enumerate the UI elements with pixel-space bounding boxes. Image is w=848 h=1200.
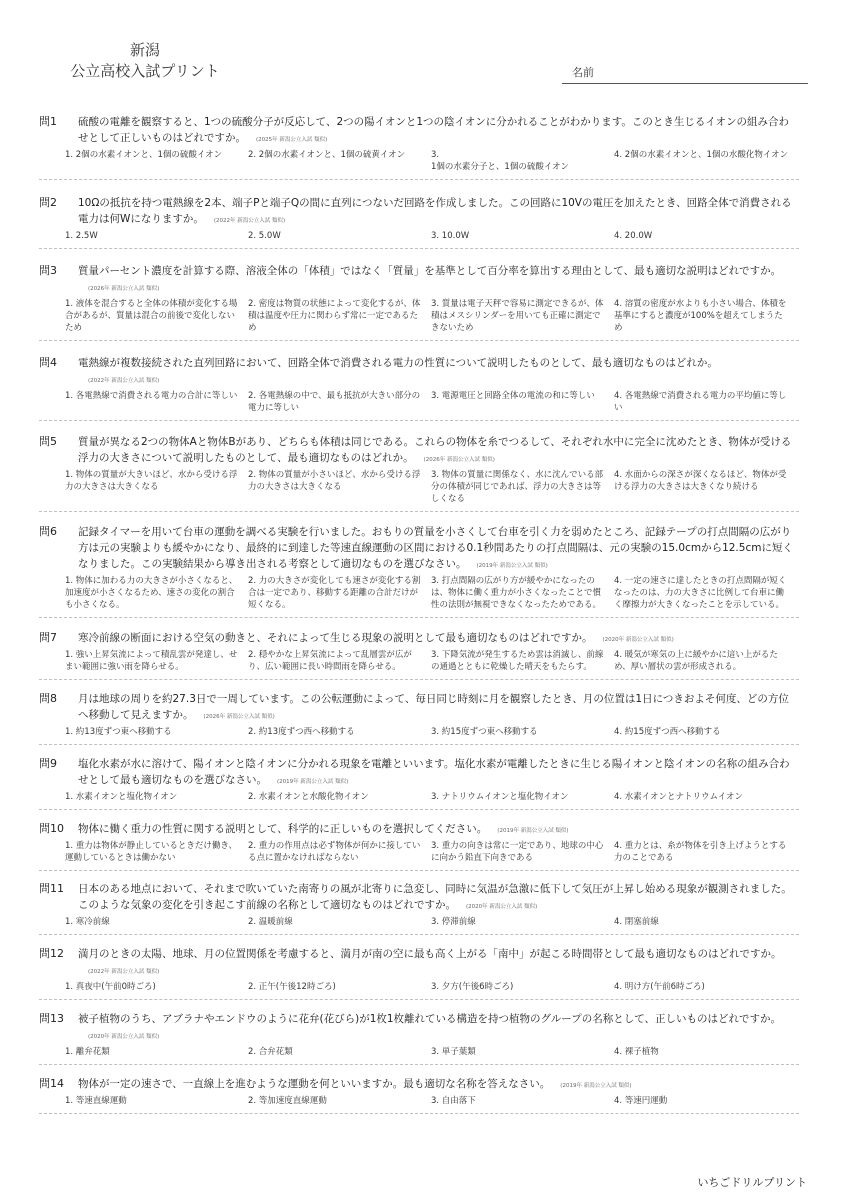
question-header: [39, 821, 799, 839]
answer-choice-1[interactable]: [65, 840, 248, 864]
choice-label: 4. 20.0W: [614, 231, 653, 241]
question-header: [39, 263, 799, 297]
choice-label: 3. 約15度ずつ東へ移動する: [431, 727, 538, 737]
choice-label: 3. 停滞前線: [431, 917, 476, 927]
choice-label: 2. 5.0W: [248, 231, 281, 241]
choice-label: 3. 重力の向きは常に一定であり、地球の中心に向かう鉛直下向きである: [431, 841, 604, 863]
choice-label: 1. 約13度ずつ東へ移動する: [65, 727, 172, 737]
question-text: [78, 524, 799, 574]
question-body: 硫酸の電離を観察すると、1つの硫酸分子が反応して、2つの陽イオンと1つの陰イオンに分かれることがわかります。このとき生じるイオンの組み合わせとして正しいものはどれですか。: [78, 116, 790, 144]
choice-label: 4. 2個の水素イオンと、1個の水酸化物イオン: [614, 150, 789, 160]
question-header: [39, 630, 799, 648]
answer-choice-2[interactable]: [248, 1095, 431, 1107]
question-header: [39, 524, 799, 574]
choice-list: [65, 1046, 799, 1058]
answer-choice-3[interactable]: [431, 916, 614, 928]
question-number: 問11: [39, 882, 64, 895]
question-source: (2019年 新潟公立入試 類似): [476, 563, 548, 569]
answer-choice-4[interactable]: [614, 1046, 797, 1058]
choice-list: [65, 791, 799, 803]
question-source: (2022年 新潟公立入試 類似): [213, 218, 286, 224]
answer-choice-2[interactable]: [248, 298, 431, 334]
answer-choice-2[interactable]: [248, 230, 431, 242]
question-header: [39, 1076, 799, 1094]
choice-label: 1. 強い上昇気流によって積乱雲が発達し、せまい範囲に強い雨を降らせる。: [65, 650, 238, 672]
answer-choice-2[interactable]: [248, 791, 431, 803]
question-text: [78, 355, 799, 389]
question-block: [39, 1076, 799, 1114]
choice-label: 4. 等速円運動: [614, 1096, 668, 1106]
question-body: 質量パーセント濃度を計算する際、溶液全体の「体積」ではなく「質量」を基準として百分率を算出する理由として、最も適切な説明はどれですか。: [78, 265, 782, 277]
question-body: 塩化水素が水に溶けて、陽イオンと陰イオンに分かれる現象を電離といいます。塩化水素が電離したときに生じる陽イオンと陰イオンの名称の組み合わせとして最も適切なものを選びなさい。: [78, 758, 790, 786]
answer-choice-4[interactable]: [614, 469, 797, 505]
question-number: 問2: [39, 196, 57, 209]
question-number: 問14: [39, 1077, 64, 1090]
question-header: [39, 195, 799, 229]
question-list: [39, 103, 799, 1114]
answer-choice-2[interactable]: [248, 1046, 431, 1058]
answer-choice-3[interactable]: [431, 390, 614, 414]
choice-list: [65, 149, 799, 173]
choice-label: 1. 2.5W: [65, 231, 98, 241]
question-body: 質量が異なる2つの物体Aと物体Bがあり、どちらも体積は同じである。これらの物体を糸でつるして、それぞれ水中に完全に沈めたとき、物体が受ける浮力の大きさについて説明したものとして、最も適切なものはどれか。: [78, 436, 792, 464]
question-text: [78, 1011, 799, 1045]
answer-choice-3[interactable]: [431, 1095, 614, 1107]
question-block: [39, 756, 799, 810]
question-number: 問12: [39, 947, 64, 960]
answer-choice-4[interactable]: [614, 1095, 797, 1107]
answer-choice-3[interactable]: [431, 649, 614, 673]
answer-choice-3[interactable]: [431, 726, 614, 738]
question-block: [39, 355, 799, 421]
question-header: [39, 434, 799, 468]
question-text: [78, 691, 799, 725]
choice-label: 3. ナトリウムイオンと塩化物イオン: [431, 792, 569, 802]
question-body: 被子植物のうち、アブラナやエンドウのように花弁(花びら)が1枚1枚離れている構造を持つ植物のグループの名称として、正しいものはどれですか。: [78, 1013, 782, 1025]
answer-choice-3[interactable]: [431, 575, 614, 611]
choice-list: [65, 981, 799, 993]
choice-label: 2. 正午(午後12時ごろ): [248, 982, 336, 992]
choice-list: [65, 726, 799, 738]
question-block: [39, 434, 799, 512]
question-body: 記録タイマーを用いて台車の運動を調べる実験を行いました。おもりの質量を小さくして台車を引く力を弱めたところ、記録テープの打点間隔の広がり方は元の実験よりも緩やかになり、最終的に到達した等速直線運動の区間における0.1秒間あたりの打点間隔は、元の実験の15.0cmから12.5cmに短くなりました。この実験結果から導き出される考察として適切なものを選びなさい。: [78, 526, 793, 570]
question-source: (2020年 新潟公立入試 類似): [88, 1034, 160, 1040]
question-source: (2022年 新潟公立入試 類似): [88, 378, 160, 384]
question-block: [39, 1011, 799, 1065]
choice-label: 4. 約15度ずつ西へ移動する: [614, 727, 721, 737]
name-write-line[interactable]: [562, 83, 808, 84]
choice-label: 4. 各電熱線で消費される電力の平均値に等しい: [614, 391, 787, 413]
choice-label: 3. 単子葉類: [431, 1047, 476, 1057]
choice-label: 4. 暖気が寒気の上に緩やかに這い上がるため、厚い層状の雲が形成される。: [614, 650, 778, 672]
question-text: [78, 434, 799, 468]
answer-choice-2[interactable]: [248, 390, 431, 414]
question-text: [78, 821, 799, 839]
choice-label: 3. 物体の質量に関係なく、水に沈んでいる部分の体積が同じであれば、浮力の大きさは等しくなる: [431, 470, 604, 504]
question-source: (2026年 新潟公立入試 類似): [203, 714, 275, 720]
choice-list: [65, 1095, 799, 1107]
choice-label: 2. 重力の作用点は必ず物体が何かに接している点に置かなければならない: [248, 841, 421, 863]
answer-choice-4[interactable]: [614, 916, 797, 928]
choice-label: 2. 密度は物質の状態によって変化するが、体積は温度や圧力に関わらず常に一定であるため: [248, 299, 421, 333]
question-header: [39, 881, 799, 915]
question-text: [78, 630, 799, 648]
answer-choice-4[interactable]: [614, 649, 797, 673]
question-number: 問10: [39, 822, 64, 835]
choice-label: 1. 液体を混合すると全体の体積が変化する場合があるが、質量は混合の前後で変化しないため: [65, 299, 238, 333]
choice-label: 4. 閉塞前線: [614, 917, 659, 927]
question-source: (2020年 新潟公立入試 類似): [602, 637, 674, 643]
question-body: 電熱線が複数接続された直列回路において、回路全体で消費される電力の性質について説明したものとして、最も適切なものはどれか。: [78, 357, 718, 369]
answer-choice-2[interactable]: [248, 649, 431, 673]
answer-choice-1[interactable]: [65, 149, 248, 173]
answer-choice-1[interactable]: [65, 390, 248, 414]
answer-choice-4[interactable]: [614, 840, 797, 864]
choice-list: [65, 840, 799, 864]
choice-label: 2. 合弁花類: [248, 1047, 293, 1057]
question-source: (2022年 新潟公立入試 類似): [88, 969, 160, 975]
question-number: 問1: [39, 115, 57, 128]
choice-label: 2. 力の大きさが変化しても速さが変化する割合は一定であり、移動する距離の合計だけが短くなる。: [248, 576, 421, 610]
question-block: [39, 263, 799, 341]
choice-list: [65, 916, 799, 928]
answer-choice-1[interactable]: [65, 230, 248, 242]
question-body: 物体が一定の速さで、一直線上を進むような運動を何といいますか。最も適切な名称を答えなさい。: [78, 1078, 551, 1090]
answer-choice-2[interactable]: [248, 575, 431, 611]
answer-choice-3[interactable]: [431, 298, 614, 334]
answer-choice-4[interactable]: [614, 230, 797, 242]
answer-choice-2[interactable]: [248, 840, 431, 864]
answer-choice-4[interactable]: [614, 149, 797, 173]
choice-label: 1. 寒冷前線: [65, 917, 110, 927]
question-source: (2019年 新潟公立入試 類似): [277, 779, 349, 785]
choice-label: 4. 裸子植物: [614, 1047, 659, 1057]
answer-choice-1[interactable]: [65, 791, 248, 803]
question-body: 日本のある地点において、それまで吹いていた南寄りの風が北寄りに急変し、同時に気温が急激に低下して気圧が上昇し始める現象が観測されました。このような気象の変化を引き起こす前線の名称として適切なものはどれですか。: [78, 883, 792, 911]
question-block: [39, 630, 799, 680]
question-block: [39, 524, 799, 618]
title-prefecture: 新潟: [129, 41, 160, 59]
choice-list: [65, 298, 799, 334]
question-source: (2019年 新潟公立入試 類似): [560, 1083, 632, 1089]
choice-list: [65, 649, 799, 673]
answer-choice-1[interactable]: [65, 981, 248, 993]
question-source: (2020年 新潟公立入試 類似): [466, 904, 538, 910]
answer-choice-4[interactable]: [614, 981, 797, 993]
question-text: [78, 263, 799, 297]
choice-label: 2. 約13度ずつ西へ移動する: [248, 727, 355, 737]
answer-choice-3[interactable]: [431, 840, 614, 864]
choice-label: 2. 温暖前線: [248, 917, 293, 927]
question-text: [78, 114, 799, 148]
footer-brand: いちごドリルプリント: [697, 1176, 807, 1189]
answer-choice-3[interactable]: [431, 149, 614, 173]
question-number: 問13: [39, 1012, 64, 1025]
choice-label: 4. 重力とは、糸が物体を引き上げようとする力のことである: [614, 841, 787, 863]
question-text: [78, 756, 799, 790]
question-block: [39, 946, 799, 1000]
question-block: [39, 195, 799, 249]
question-number: 問5: [39, 435, 57, 448]
choice-label: 1. 等速直線運動: [65, 1096, 127, 1106]
question-body: 満月のときの太陽、地球、月の位置関係を考慮すると、満月が南の空に最も高く上がる「南中」が起こる時間帯として最も適切なものはどれですか。: [78, 948, 782, 960]
answer-choice-3[interactable]: [431, 1046, 614, 1058]
question-source: (2026年 新潟公立入試 類似): [88, 286, 160, 292]
answer-choice-4[interactable]: [614, 726, 797, 738]
choice-label: 4. 明け方(午前6時ごろ): [614, 982, 705, 992]
choice-label: 1. 各電熱線で消費される電力の合計に等しい: [65, 391, 238, 401]
choice-label: 2. 物体の質量が小さいほど、水から受ける浮力の大きさは大きくなる: [248, 470, 421, 492]
choice-label: 3. 質量は電子天秤で容易に測定できるが、体積はメスシリンダーを用いても正確に測定できないため: [431, 299, 604, 333]
question-number: 問9: [39, 757, 57, 770]
choice-label: 3. 1個の水素分子と、1個の硫酸イオン: [431, 150, 570, 172]
choice-label: 2. 水素イオンと水酸化物イオン: [248, 792, 369, 802]
answer-choice-3[interactable]: [431, 981, 614, 993]
answer-choice-1[interactable]: [65, 649, 248, 673]
choice-label: 3. 電源電圧と回路全体の電流の和に等しい: [431, 391, 595, 401]
question-block: [39, 691, 799, 745]
answer-choice-1[interactable]: [65, 298, 248, 334]
question-header: [39, 114, 799, 148]
question-header: [39, 1011, 799, 1045]
answer-choice-3[interactable]: [431, 469, 614, 505]
answer-choice-1[interactable]: [65, 1046, 248, 1058]
answer-choice-4[interactable]: [614, 298, 797, 334]
answer-choice-4[interactable]: [614, 791, 797, 803]
question-number: 問6: [39, 525, 57, 538]
choice-label: 2. 等加速度直線運動: [248, 1096, 327, 1106]
question-text: [78, 881, 799, 915]
answer-choice-4[interactable]: [614, 575, 797, 611]
choice-label: 3. 自由落下: [431, 1096, 476, 1106]
question-text: [78, 1076, 799, 1094]
choice-label: 4. 水面からの深さが深くなるほど、物体が受ける浮力の大きさは大きくなり続ける: [614, 470, 787, 492]
answer-choice-2[interactable]: [248, 726, 431, 738]
question-header: [39, 756, 799, 790]
name-label: 名前: [572, 66, 594, 79]
question-block: [39, 881, 799, 935]
choice-label: 1. 離弁花類: [65, 1047, 110, 1057]
question-source: (2019年 新潟公立入試 類似): [497, 828, 569, 834]
choice-label: 1. 水素イオンと塩化物イオン: [65, 792, 178, 802]
question-body: 寒冷前線の断面における空気の動きと、それによって生じる現象の説明として最も適切なものはどれですか。: [78, 632, 593, 644]
question-number: 問8: [39, 692, 57, 705]
question-body: 10Ωの抵抗を持つ電熱線を2本、端子Pと端子Qの間に直列につないだ回路を作成しました。この回路に10Vの電圧を加えたとき、回路全体で消費される電力は何Wになりますか。: [78, 197, 792, 225]
answer-choice-4[interactable]: [614, 390, 797, 414]
choice-label: 2. 穏やかな上昇気流によって乱層雲が広がり、広い範囲に長い時間雨を降らせる。: [248, 650, 412, 672]
question-body: 月は地球の周りを約27.3日で一周しています。この公転運動によって、毎日同じ時刻に月を観察したとき、月の位置は1日につきおよそ何度、どの方位へ移動して見えますか。: [78, 693, 789, 721]
title-subject: 公立高校入試プリント: [70, 62, 220, 80]
answer-choice-2[interactable]: [248, 469, 431, 505]
choice-list: [65, 575, 799, 611]
answer-choice-1[interactable]: [65, 726, 248, 738]
question-body: 物体に働く重力の性質に関する説明として、科学的に正しいものを選択してください。: [78, 823, 488, 835]
choice-label: 4. 溶質の密度が水よりも小さい場合、体積を基準にすると濃度が100%を超えてしまうため: [614, 299, 787, 333]
answer-choice-3[interactable]: [431, 230, 614, 242]
choice-list: [65, 390, 799, 414]
question-header: [39, 355, 799, 389]
answer-choice-1[interactable]: [65, 1095, 248, 1107]
choice-label: 1. 物体の質量が大きいほど、水から受ける浮力の大きさは大きくなる: [65, 470, 238, 492]
worksheet-title: [0, 40, 290, 82]
question-number: 問7: [39, 631, 57, 644]
question-number: 問3: [39, 264, 57, 277]
choice-list: [65, 469, 799, 505]
choice-label: 1. 真夜中(午前0時ごろ): [65, 982, 156, 992]
question-block: [39, 821, 799, 871]
answer-choice-2[interactable]: [248, 981, 431, 993]
question-header: [39, 946, 799, 980]
question-header: [39, 691, 799, 725]
choice-label: 2. 各電熱線の中で、最も抵抗が大きい部分の電力に等しい: [248, 391, 421, 413]
choice-label: 4. 水素イオンとナトリウムイオン: [614, 792, 744, 802]
question-number: 問4: [39, 356, 57, 369]
choice-label: 3. 10.0W: [431, 231, 470, 241]
choice-label: 1. 物体に加わる力の大きさが小さくなると、加速度が小さくなるため、速さの変化の割合も小さくなる。: [65, 576, 238, 610]
choice-label: 3. 下降気流が発生するため雲は消滅し、前線の通過とともに乾燥した晴天をもたらす。: [431, 650, 604, 672]
choice-label: 1. 重力は物体が静止しているときだけ働き、運動しているときは働かない: [65, 841, 237, 863]
answer-choice-3[interactable]: [431, 791, 614, 803]
question-source: (2025年 新潟公立入試 類似): [256, 137, 328, 143]
choice-label: 4. 一定の速さに達したときの打点間隔が短くなったのは、力の大きさに比例して台車に働く摩擦力が大きくなったことを示している。: [614, 576, 787, 610]
choice-label: 3. 夕方(午後6時ごろ): [431, 982, 514, 992]
answer-choice-2[interactable]: [248, 149, 431, 173]
choice-list: [65, 230, 799, 242]
answer-choice-2[interactable]: [248, 916, 431, 928]
answer-choice-1[interactable]: [65, 469, 248, 505]
choice-label: 1. 2個の水素イオンと、1個の硫酸イオン: [65, 150, 223, 160]
question-block: [39, 114, 799, 180]
question-text: [78, 195, 799, 229]
answer-choice-1[interactable]: [65, 916, 248, 928]
question-source: (2026年 新潟公立入試 類似): [423, 457, 495, 463]
choice-label: 3. 打点間隔の広がり方が緩やかになったのは、物体に働く重力が小さくなったことで慣性の法則が無視できなくなったためである。: [431, 576, 602, 610]
answer-choice-1[interactable]: [65, 575, 248, 611]
choice-label: 2. 2個の水素イオンと、1個の硫黄イオン: [248, 150, 406, 160]
question-text: [78, 946, 799, 980]
